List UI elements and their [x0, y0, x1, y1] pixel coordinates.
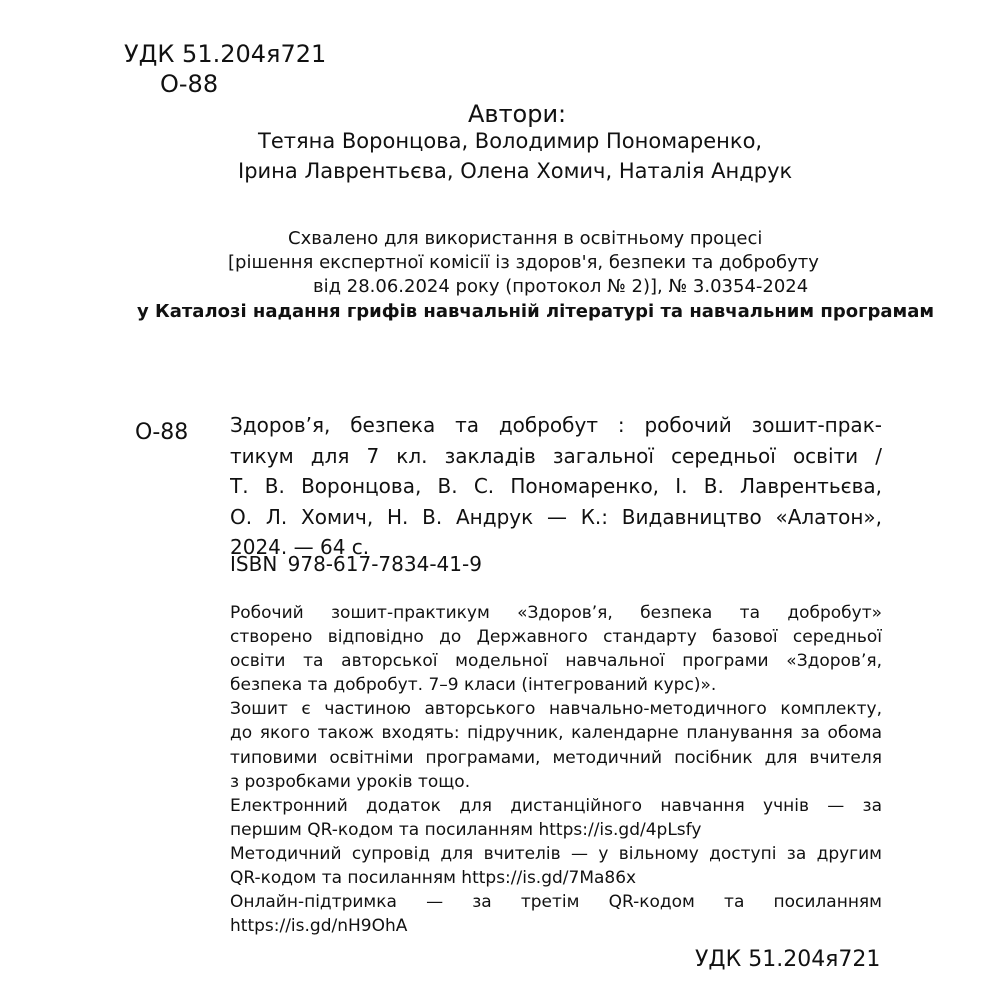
biblio-line: Здоров’я, безпека та добробут : робочий зошит-прак- [230, 413, 882, 437]
annotation-line: першим QR-кодом та посиланням https://is.gd/4pLsfy [230, 819, 702, 840]
annotation-line: типовими освітніми програмами, методичний посібник для вчителя [230, 747, 882, 768]
annotation-line: безпека та добробут. 7–9 класи (інтегрований курс)». [230, 675, 717, 696]
authors-heading: Автори: [468, 100, 567, 128]
annotation-line: до якого також входять: підручник, календарне планування за обома [230, 723, 882, 744]
annotation-line: QR-кодом та посиланням https://is.gd/7Ma86x [230, 868, 637, 889]
bibliographic-description [230, 410, 882, 563]
approval-line-4: у Каталозі надання грифів навчальній літературі та навчальним програмам [137, 301, 935, 322]
udk-code-top: УДК 51.204я721 [124, 40, 327, 68]
annotation-line: Онлайн-підтримка — за третім QR-кодом та посиланням [230, 892, 882, 913]
biblio-line: Т. В. Воронцова, В. С. Пономаренко, І. В. Лаврентьєва, [230, 474, 882, 498]
biblio-line: 2024. — 64 с. [230, 535, 370, 559]
annotation [230, 601, 882, 938]
biblio-author-mark: О-88 [135, 420, 189, 445]
biblio-line: О. Л. Хомич, Н. В. Андрук — К.: Видавництво «Алатон», [230, 504, 882, 529]
isbn: ISBN 978-617-7834-41-9 [230, 552, 482, 576]
udk-code-bottom: УДК 51.204я721 [695, 947, 881, 972]
annotation-line: Методичний супровід для вчителів — у вільному доступі за другим [230, 843, 882, 864]
approval-line-3: від 28.06.2024 року (протокол № 2)], № 3.0354-2024 [313, 276, 809, 297]
authors-line-1: Тетяна Воронцова, Володимир Пономаренко, [258, 129, 763, 153]
annotation-line: освіти та авторської модельної навчальної програми «Здоров’я, [230, 651, 882, 672]
annotation-line: з розробками уроків тощо. [230, 771, 471, 792]
authors-line-2: Ірина Лаврентьєва, Олена Хомич, Наталія Андрук [238, 159, 793, 183]
approval-line-1: Схвалено для використання в освітньому процесі [288, 228, 763, 249]
biblio-line: тикум для 7 кл. закладів загальної середньої освіти / [230, 443, 882, 468]
author-mark-top: О-88 [160, 70, 219, 98]
annotation-line: Робочий зошит-практикум «Здоров’я, безпека та добробут» [230, 603, 882, 623]
annotation-line: створено відповідно до Державного стандарту базової середньої [230, 627, 882, 648]
approval-line-2: [рішення експертної комісії із здоров'я, безпеки та добробуту [228, 252, 819, 273]
annotation-line: Зошит є частиною авторського навчально-методичного комплекту, [230, 699, 882, 720]
annotation-line: Електронний додаток для дистанційного навчання учнів — за [230, 795, 882, 816]
annotation-line: https://is.gd/nH9OhA [230, 916, 408, 937]
